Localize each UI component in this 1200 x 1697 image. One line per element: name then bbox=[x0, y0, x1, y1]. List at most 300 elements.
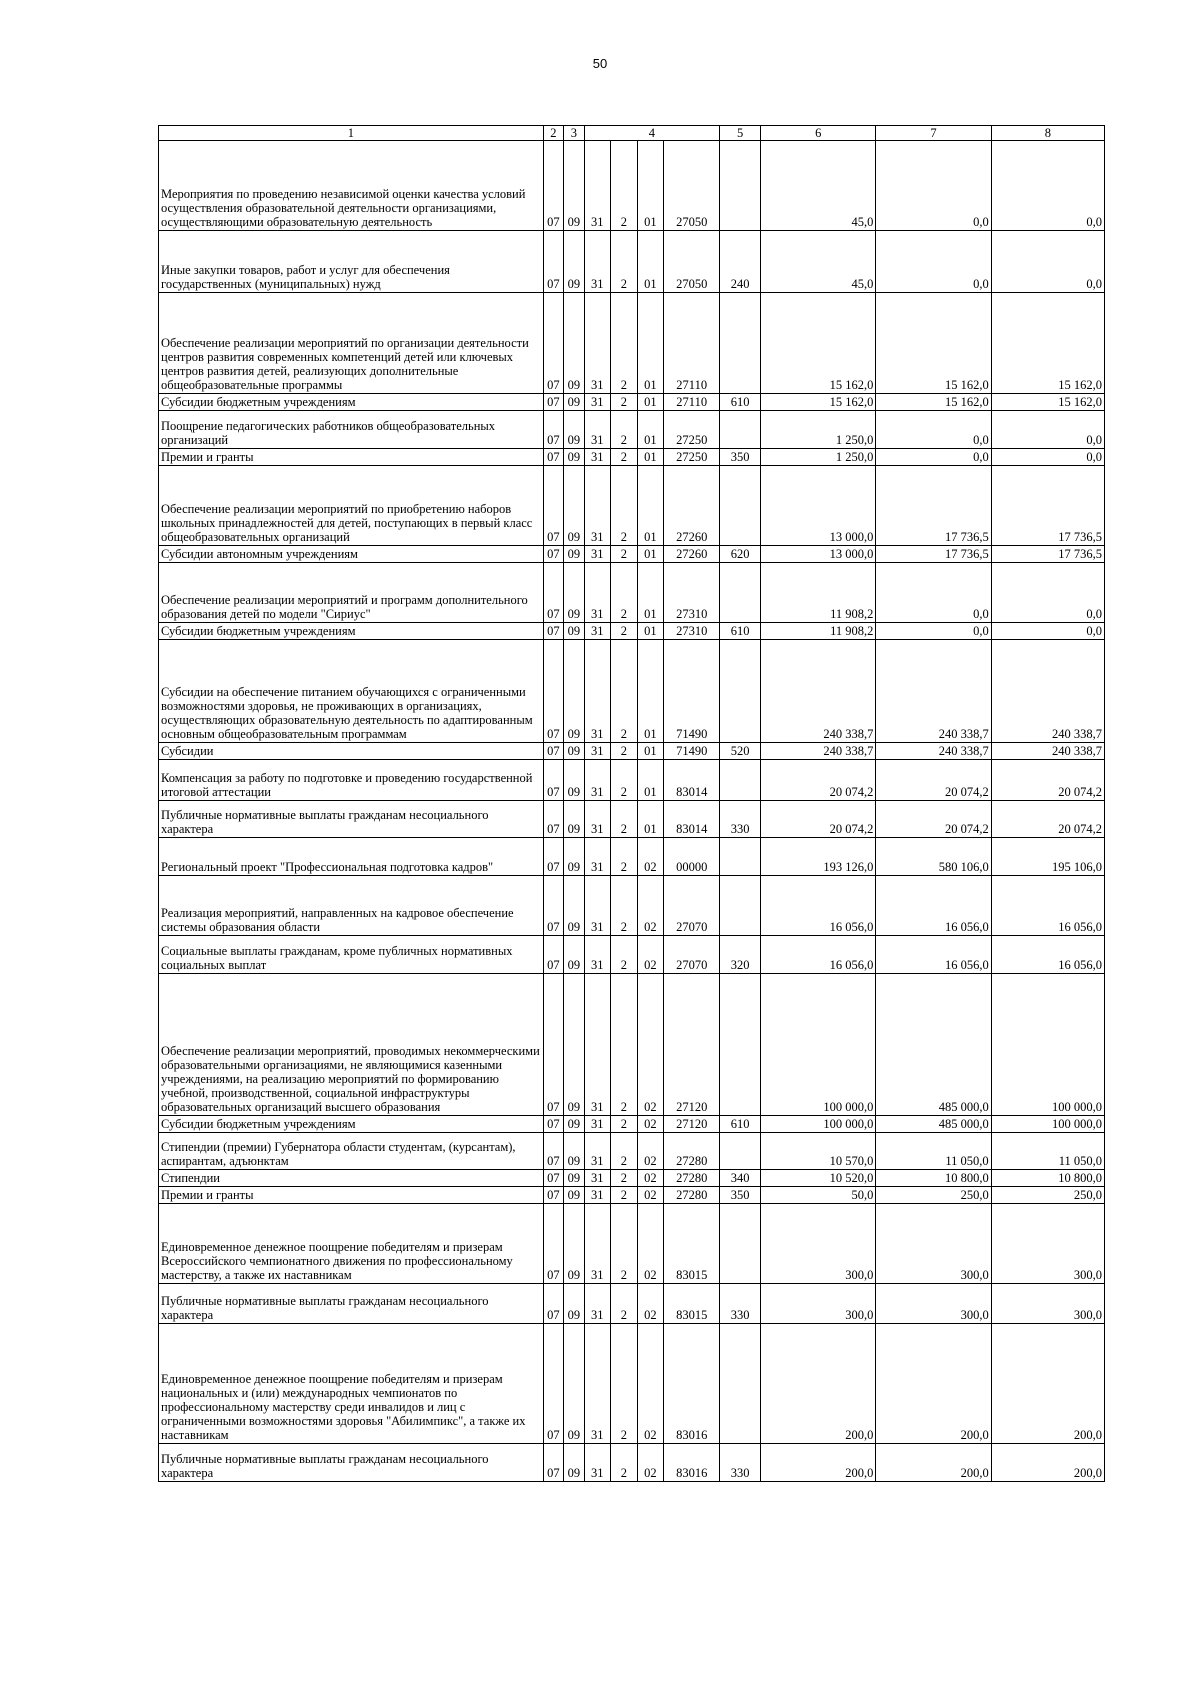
row-name: Обеспечение реализации мероприятий, проводимых некоммерческими образовательными организациями, не являющимися казенными учреждениями, на реализацию мероприятий по формированию учебной, производственной, социальной инфраструктуры образовательных организаций высшего образования bbox=[159, 974, 544, 1116]
row-code-project: 01 bbox=[637, 760, 664, 801]
row-code-subsection: 09 bbox=[564, 394, 584, 411]
row-code-subsection: 09 bbox=[564, 743, 584, 760]
row-amount-col7: 15 162,0 bbox=[876, 394, 991, 411]
row-code-direction: 00000 bbox=[664, 838, 720, 876]
row-amount-col6: 300,0 bbox=[761, 1284, 876, 1324]
row-code-program: 31 bbox=[584, 623, 611, 640]
row-code-section: 07 bbox=[543, 449, 563, 466]
row-amount-col7: 250,0 bbox=[876, 1187, 991, 1204]
table-row bbox=[159, 1284, 1105, 1324]
row-code-subprogram: 2 bbox=[611, 1133, 638, 1170]
row-amount-col6: 11 908,2 bbox=[761, 563, 876, 623]
row-amount-col7: 300,0 bbox=[876, 1204, 991, 1284]
row-code-direction: 27050 bbox=[664, 231, 720, 293]
table-row bbox=[159, 411, 1105, 449]
row-amount-col7: 0,0 bbox=[876, 449, 991, 466]
row-amount-col6: 100 000,0 bbox=[761, 974, 876, 1116]
row-code-expense-type: 330 bbox=[720, 1284, 761, 1324]
row-code-expense-type bbox=[720, 640, 761, 743]
row-code-expense-type bbox=[720, 293, 761, 394]
row-code-project: 01 bbox=[637, 563, 664, 623]
row-amount-col8: 300,0 bbox=[991, 1204, 1104, 1284]
row-code-program: 31 bbox=[584, 801, 611, 838]
row-amount-col7: 20 074,2 bbox=[876, 801, 991, 838]
row-amount-col8: 15 162,0 bbox=[991, 394, 1104, 411]
row-code-program: 31 bbox=[584, 293, 611, 394]
row-code-program: 31 bbox=[584, 141, 611, 231]
row-code-section: 07 bbox=[543, 411, 563, 449]
row-code-expense-type bbox=[720, 876, 761, 936]
row-code-program: 31 bbox=[584, 449, 611, 466]
row-code-program: 31 bbox=[584, 1116, 611, 1133]
table-row bbox=[159, 231, 1105, 293]
row-code-expense-type bbox=[720, 411, 761, 449]
row-code-direction: 27280 bbox=[664, 1187, 720, 1204]
row-amount-col6: 16 056,0 bbox=[761, 936, 876, 974]
row-code-project: 01 bbox=[637, 546, 664, 563]
row-code-project: 01 bbox=[637, 231, 664, 293]
row-amount-col8: 250,0 bbox=[991, 1187, 1104, 1204]
row-code-section: 07 bbox=[543, 760, 563, 801]
row-code-section: 07 bbox=[543, 1284, 563, 1324]
row-code-program: 31 bbox=[584, 876, 611, 936]
row-code-section: 07 bbox=[543, 876, 563, 936]
row-code-direction: 27070 bbox=[664, 876, 720, 936]
row-code-expense-type bbox=[720, 466, 761, 546]
row-amount-col7: 15 162,0 bbox=[876, 293, 991, 394]
row-code-program: 31 bbox=[584, 1444, 611, 1482]
row-code-program: 31 bbox=[584, 936, 611, 974]
row-code-section: 07 bbox=[543, 563, 563, 623]
row-code-subprogram: 2 bbox=[611, 1187, 638, 1204]
row-code-program: 31 bbox=[584, 760, 611, 801]
row-code-direction: 27260 bbox=[664, 466, 720, 546]
row-amount-col8: 300,0 bbox=[991, 1284, 1104, 1324]
row-amount-col6: 100 000,0 bbox=[761, 1116, 876, 1133]
row-code-section: 07 bbox=[543, 1187, 563, 1204]
row-amount-col6: 200,0 bbox=[761, 1324, 876, 1444]
row-code-subsection: 09 bbox=[564, 231, 584, 293]
row-code-subsection: 09 bbox=[564, 623, 584, 640]
row-code-expense-type bbox=[720, 838, 761, 876]
row-amount-col8: 0,0 bbox=[991, 449, 1104, 466]
row-code-program: 31 bbox=[584, 743, 611, 760]
row-code-project: 02 bbox=[637, 1444, 664, 1482]
row-amount-col8: 16 056,0 bbox=[991, 876, 1104, 936]
row-code-project: 01 bbox=[637, 743, 664, 760]
row-code-section: 07 bbox=[543, 466, 563, 546]
row-code-expense-type: 330 bbox=[720, 1444, 761, 1482]
row-code-expense-type: 610 bbox=[720, 1116, 761, 1133]
row-name: Субсидии бюджетным учреждениям bbox=[159, 623, 544, 640]
row-name: Поощрение педагогических работников общеобразовательных организаций bbox=[159, 411, 544, 449]
row-code-subsection: 09 bbox=[564, 640, 584, 743]
header-col-7: 7 bbox=[876, 126, 991, 141]
row-code-program: 31 bbox=[584, 411, 611, 449]
row-code-program: 31 bbox=[584, 1133, 611, 1170]
row-code-direction: 27070 bbox=[664, 936, 720, 974]
row-code-direction: 27250 bbox=[664, 449, 720, 466]
row-code-direction: 27110 bbox=[664, 394, 720, 411]
row-code-program: 31 bbox=[584, 1204, 611, 1284]
row-code-subsection: 09 bbox=[564, 449, 584, 466]
header-row bbox=[159, 126, 1105, 141]
row-name: Обеспечение реализации мероприятий и программ дополнительного образования детей по модели "Сириус" bbox=[159, 563, 544, 623]
row-code-project: 01 bbox=[637, 449, 664, 466]
row-name: Субсидии автономным учреждениям bbox=[159, 546, 544, 563]
row-amount-col8: 0,0 bbox=[991, 231, 1104, 293]
row-code-direction: 27110 bbox=[664, 293, 720, 394]
row-amount-col8: 17 736,5 bbox=[991, 546, 1104, 563]
row-code-program: 31 bbox=[584, 838, 611, 876]
row-amount-col8: 195 106,0 bbox=[991, 838, 1104, 876]
row-amount-col7: 0,0 bbox=[876, 623, 991, 640]
row-code-direction: 27310 bbox=[664, 623, 720, 640]
row-amount-col6: 193 126,0 bbox=[761, 838, 876, 876]
row-code-section: 07 bbox=[543, 546, 563, 563]
row-amount-col6: 1 250,0 bbox=[761, 411, 876, 449]
row-amount-col8: 0,0 bbox=[991, 563, 1104, 623]
row-code-project: 01 bbox=[637, 293, 664, 394]
row-code-expense-type bbox=[720, 1204, 761, 1284]
row-name: Социальные выплаты гражданам, кроме публичных нормативных социальных выплат bbox=[159, 936, 544, 974]
row-code-section: 07 bbox=[543, 1204, 563, 1284]
row-code-subprogram: 2 bbox=[611, 1116, 638, 1133]
row-amount-col6: 13 000,0 bbox=[761, 466, 876, 546]
row-code-project: 02 bbox=[637, 1284, 664, 1324]
row-code-project: 02 bbox=[637, 974, 664, 1116]
row-code-project: 02 bbox=[637, 1187, 664, 1204]
row-amount-col7: 17 736,5 bbox=[876, 546, 991, 563]
row-name: Стипендии (премии) Губернатора области студентам, (курсантам), аспирантам, адъюнктам bbox=[159, 1133, 544, 1170]
row-code-program: 31 bbox=[584, 1324, 611, 1444]
row-code-expense-type: 610 bbox=[720, 394, 761, 411]
row-code-section: 07 bbox=[543, 141, 563, 231]
table-row bbox=[159, 801, 1105, 838]
row-amount-col6: 45,0 bbox=[761, 141, 876, 231]
row-code-direction: 83016 bbox=[664, 1324, 720, 1444]
row-code-subprogram: 2 bbox=[611, 563, 638, 623]
row-amount-col7: 200,0 bbox=[876, 1324, 991, 1444]
row-code-section: 07 bbox=[543, 1444, 563, 1482]
table-row bbox=[159, 1133, 1105, 1170]
row-code-direction: 83015 bbox=[664, 1204, 720, 1284]
row-code-subsection: 09 bbox=[564, 293, 584, 394]
row-code-subprogram: 2 bbox=[611, 1444, 638, 1482]
row-amount-col7: 0,0 bbox=[876, 411, 991, 449]
row-amount-col6: 10 570,0 bbox=[761, 1133, 876, 1170]
header-col-4: 4 bbox=[584, 126, 720, 141]
header-col-2: 2 bbox=[543, 126, 563, 141]
row-code-section: 07 bbox=[543, 1324, 563, 1444]
table-row bbox=[159, 293, 1105, 394]
row-code-section: 07 bbox=[543, 936, 563, 974]
row-amount-col8: 20 074,2 bbox=[991, 760, 1104, 801]
row-code-direction: 27280 bbox=[664, 1170, 720, 1187]
row-code-section: 07 bbox=[543, 1116, 563, 1133]
row-code-expense-type: 320 bbox=[720, 936, 761, 974]
row-code-subprogram: 2 bbox=[611, 141, 638, 231]
row-name: Единовременное денежное поощрение победителям и призерам Всероссийского чемпионатного движения по профессиональному мастерству, а также их наставникам bbox=[159, 1204, 544, 1284]
row-code-expense-type: 520 bbox=[720, 743, 761, 760]
row-code-expense-type: 610 bbox=[720, 623, 761, 640]
row-code-direction: 27310 bbox=[664, 563, 720, 623]
row-code-direction: 27280 bbox=[664, 1133, 720, 1170]
row-code-expense-type bbox=[720, 141, 761, 231]
table-row bbox=[159, 623, 1105, 640]
row-code-subsection: 09 bbox=[564, 1170, 584, 1187]
row-code-direction: 27260 bbox=[664, 546, 720, 563]
row-code-subsection: 09 bbox=[564, 801, 584, 838]
row-name: Мероприятия по проведению независимой оценки качества условий осуществления образовательной деятельности организациями, осуществляющими образовательную деятельность bbox=[159, 141, 544, 231]
row-name: Публичные нормативные выплаты гражданам несоциального характера bbox=[159, 1284, 544, 1324]
table-row bbox=[159, 141, 1105, 231]
row-amount-col6: 240 338,7 bbox=[761, 640, 876, 743]
row-amount-col7: 580 106,0 bbox=[876, 838, 991, 876]
row-code-subprogram: 2 bbox=[611, 546, 638, 563]
row-code-subsection: 09 bbox=[564, 1116, 584, 1133]
row-code-subsection: 09 bbox=[564, 1324, 584, 1444]
row-code-project: 02 bbox=[637, 1116, 664, 1133]
row-amount-col6: 240 338,7 bbox=[761, 743, 876, 760]
row-code-subsection: 09 bbox=[564, 1187, 584, 1204]
row-code-subsection: 09 bbox=[564, 1204, 584, 1284]
row-code-section: 07 bbox=[543, 974, 563, 1116]
row-code-project: 02 bbox=[637, 936, 664, 974]
row-name: Реализация мероприятий, направленных на кадровое обеспечение системы образования области bbox=[159, 876, 544, 936]
row-name: Обеспечение реализации мероприятий по приобретению наборов школьных принадлежностей для детей, поступающих в первый класс общеобразовательных организаций bbox=[159, 466, 544, 546]
row-name: Публичные нормативные выплаты гражданам несоциального характера bbox=[159, 801, 544, 838]
row-code-project: 02 bbox=[637, 1170, 664, 1187]
row-code-direction: 71490 bbox=[664, 743, 720, 760]
row-code-program: 31 bbox=[584, 1284, 611, 1324]
row-code-section: 07 bbox=[543, 1133, 563, 1170]
row-code-subprogram: 2 bbox=[611, 1284, 638, 1324]
row-amount-col8: 240 338,7 bbox=[991, 640, 1104, 743]
row-code-program: 31 bbox=[584, 546, 611, 563]
row-amount-col6: 300,0 bbox=[761, 1204, 876, 1284]
row-code-section: 07 bbox=[543, 838, 563, 876]
row-code-project: 01 bbox=[637, 801, 664, 838]
row-code-subprogram: 2 bbox=[611, 838, 638, 876]
row-amount-col8: 100 000,0 bbox=[991, 974, 1104, 1116]
row-code-subsection: 09 bbox=[564, 1133, 584, 1170]
row-code-program: 31 bbox=[584, 974, 611, 1116]
row-code-project: 01 bbox=[637, 394, 664, 411]
row-amount-col7: 485 000,0 bbox=[876, 974, 991, 1116]
table-row bbox=[159, 743, 1105, 760]
row-amount-col6: 20 074,2 bbox=[761, 801, 876, 838]
row-code-expense-type: 350 bbox=[720, 1187, 761, 1204]
row-code-direction: 27120 bbox=[664, 1116, 720, 1133]
table-row bbox=[159, 1116, 1105, 1133]
row-amount-col7: 240 338,7 bbox=[876, 743, 991, 760]
row-name: Стипендии bbox=[159, 1170, 544, 1187]
table-row bbox=[159, 1324, 1105, 1444]
row-amount-col8: 15 162,0 bbox=[991, 293, 1104, 394]
row-code-subprogram: 2 bbox=[611, 394, 638, 411]
row-code-subprogram: 2 bbox=[611, 1324, 638, 1444]
row-code-subprogram: 2 bbox=[611, 411, 638, 449]
row-code-expense-type bbox=[720, 563, 761, 623]
row-name: Публичные нормативные выплаты гражданам несоциального характера bbox=[159, 1444, 544, 1482]
row-amount-col8: 240 338,7 bbox=[991, 743, 1104, 760]
row-amount-col7: 20 074,2 bbox=[876, 760, 991, 801]
row-amount-col8: 0,0 bbox=[991, 623, 1104, 640]
row-code-program: 31 bbox=[584, 1170, 611, 1187]
row-code-subsection: 09 bbox=[564, 936, 584, 974]
row-code-project: 02 bbox=[637, 1133, 664, 1170]
row-code-section: 07 bbox=[543, 1170, 563, 1187]
row-code-subprogram: 2 bbox=[611, 1204, 638, 1284]
row-code-program: 31 bbox=[584, 466, 611, 546]
row-amount-col8: 200,0 bbox=[991, 1444, 1104, 1482]
row-code-subsection: 09 bbox=[564, 563, 584, 623]
row-amount-col6: 16 056,0 bbox=[761, 876, 876, 936]
row-amount-col8: 17 736,5 bbox=[991, 466, 1104, 546]
row-code-direction: 83016 bbox=[664, 1444, 720, 1482]
row-code-project: 01 bbox=[637, 411, 664, 449]
row-amount-col8: 100 000,0 bbox=[991, 1116, 1104, 1133]
page-number: 50 bbox=[592, 56, 608, 71]
row-code-subsection: 09 bbox=[564, 466, 584, 546]
table-row bbox=[159, 640, 1105, 743]
row-amount-col6: 13 000,0 bbox=[761, 546, 876, 563]
table-row bbox=[159, 546, 1105, 563]
table-row bbox=[159, 1170, 1105, 1187]
row-amount-col8: 20 074,2 bbox=[991, 801, 1104, 838]
row-code-subprogram: 2 bbox=[611, 936, 638, 974]
row-code-subsection: 09 bbox=[564, 1444, 584, 1482]
row-code-direction: 83015 bbox=[664, 1284, 720, 1324]
row-code-expense-type: 350 bbox=[720, 449, 761, 466]
row-code-section: 07 bbox=[543, 231, 563, 293]
table-row bbox=[159, 760, 1105, 801]
row-code-direction: 27120 bbox=[664, 974, 720, 1116]
row-amount-col8: 0,0 bbox=[991, 411, 1104, 449]
row-amount-col7: 0,0 bbox=[876, 231, 991, 293]
row-amount-col7: 300,0 bbox=[876, 1284, 991, 1324]
header-col-8: 8 bbox=[991, 126, 1104, 141]
row-code-expense-type bbox=[720, 760, 761, 801]
row-name: Региональный проект "Профессиональная подготовка кадров" bbox=[159, 838, 544, 876]
row-code-subprogram: 2 bbox=[611, 760, 638, 801]
row-code-direction: 27050 bbox=[664, 141, 720, 231]
row-amount-col8: 16 056,0 bbox=[991, 936, 1104, 974]
table-row bbox=[159, 876, 1105, 936]
row-amount-col7: 16 056,0 bbox=[876, 936, 991, 974]
row-code-program: 31 bbox=[584, 563, 611, 623]
row-amount-col6: 11 908,2 bbox=[761, 623, 876, 640]
row-name: Иные закупки товаров, работ и услуг для обеспечения государственных (муниципальных) нужд bbox=[159, 231, 544, 293]
row-amount-col6: 20 074,2 bbox=[761, 760, 876, 801]
table-row bbox=[159, 838, 1105, 876]
row-amount-col7: 0,0 bbox=[876, 141, 991, 231]
row-code-subprogram: 2 bbox=[611, 623, 638, 640]
row-code-subsection: 09 bbox=[564, 141, 584, 231]
row-amount-col8: 0,0 bbox=[991, 141, 1104, 231]
row-amount-col7: 16 056,0 bbox=[876, 876, 991, 936]
row-amount-col8: 10 800,0 bbox=[991, 1170, 1104, 1187]
row-code-section: 07 bbox=[543, 394, 563, 411]
row-code-expense-type bbox=[720, 1133, 761, 1170]
row-code-project: 02 bbox=[637, 876, 664, 936]
row-code-program: 31 bbox=[584, 1187, 611, 1204]
table-row bbox=[159, 974, 1105, 1116]
header-col-1: 1 bbox=[159, 126, 544, 141]
row-code-subsection: 09 bbox=[564, 546, 584, 563]
table-row bbox=[159, 1187, 1105, 1204]
row-amount-col7: 11 050,0 bbox=[876, 1133, 991, 1170]
row-code-subprogram: 2 bbox=[611, 743, 638, 760]
row-code-program: 31 bbox=[584, 231, 611, 293]
row-code-expense-type: 340 bbox=[720, 1170, 761, 1187]
budget-table bbox=[158, 125, 1105, 1482]
row-name: Субсидии на обеспечение питанием обучающихся с ограниченными возможностями здоровья, не проживающих в организациях, осуществляющих образовательную деятельность по адаптированным основным общеобразовательным программам bbox=[159, 640, 544, 743]
row-code-project: 02 bbox=[637, 1324, 664, 1444]
row-code-project: 01 bbox=[637, 623, 664, 640]
header-col-3: 3 bbox=[564, 126, 584, 141]
row-name: Компенсация за работу по подготовке и проведению государственной итоговой аттестации bbox=[159, 760, 544, 801]
row-amount-col7: 240 338,7 bbox=[876, 640, 991, 743]
row-amount-col8: 200,0 bbox=[991, 1324, 1104, 1444]
row-amount-col7: 0,0 bbox=[876, 563, 991, 623]
row-amount-col6: 200,0 bbox=[761, 1444, 876, 1482]
table-row bbox=[159, 936, 1105, 974]
row-code-section: 07 bbox=[543, 623, 563, 640]
row-name: Премии и гранты bbox=[159, 449, 544, 466]
row-code-section: 07 bbox=[543, 743, 563, 760]
row-code-direction: 27250 bbox=[664, 411, 720, 449]
row-code-subsection: 09 bbox=[564, 1284, 584, 1324]
row-code-subsection: 09 bbox=[564, 838, 584, 876]
row-name: Премии и гранты bbox=[159, 1187, 544, 1204]
row-code-expense-type: 240 bbox=[720, 231, 761, 293]
row-code-subprogram: 2 bbox=[611, 974, 638, 1116]
table-row bbox=[159, 1444, 1105, 1482]
row-code-subprogram: 2 bbox=[611, 293, 638, 394]
row-amount-col6: 15 162,0 bbox=[761, 293, 876, 394]
table-row bbox=[159, 394, 1105, 411]
row-code-direction: 71490 bbox=[664, 640, 720, 743]
row-code-project: 02 bbox=[637, 1204, 664, 1284]
row-name: Субсидии бюджетным учреждениям bbox=[159, 394, 544, 411]
row-code-subprogram: 2 bbox=[611, 449, 638, 466]
row-code-expense-type: 620 bbox=[720, 546, 761, 563]
row-code-subsection: 09 bbox=[564, 760, 584, 801]
row-code-project: 01 bbox=[637, 141, 664, 231]
row-amount-col6: 45,0 bbox=[761, 231, 876, 293]
header-col-6: 6 bbox=[761, 126, 876, 141]
row-name: Субсидии бюджетным учреждениям bbox=[159, 1116, 544, 1133]
row-amount-col6: 15 162,0 bbox=[761, 394, 876, 411]
row-code-subprogram: 2 bbox=[611, 876, 638, 936]
table-row bbox=[159, 563, 1105, 623]
row-code-subprogram: 2 bbox=[611, 466, 638, 546]
row-code-subprogram: 2 bbox=[611, 231, 638, 293]
row-code-section: 07 bbox=[543, 293, 563, 394]
row-code-program: 31 bbox=[584, 394, 611, 411]
row-code-expense-type: 330 bbox=[720, 801, 761, 838]
row-name: Субсидии bbox=[159, 743, 544, 760]
row-code-direction: 83014 bbox=[664, 760, 720, 801]
row-code-section: 07 bbox=[543, 640, 563, 743]
row-code-expense-type bbox=[720, 974, 761, 1116]
row-code-project: 02 bbox=[637, 838, 664, 876]
header-col-5: 5 bbox=[720, 126, 761, 141]
row-code-subprogram: 2 bbox=[611, 1170, 638, 1187]
row-amount-col7: 485 000,0 bbox=[876, 1116, 991, 1133]
